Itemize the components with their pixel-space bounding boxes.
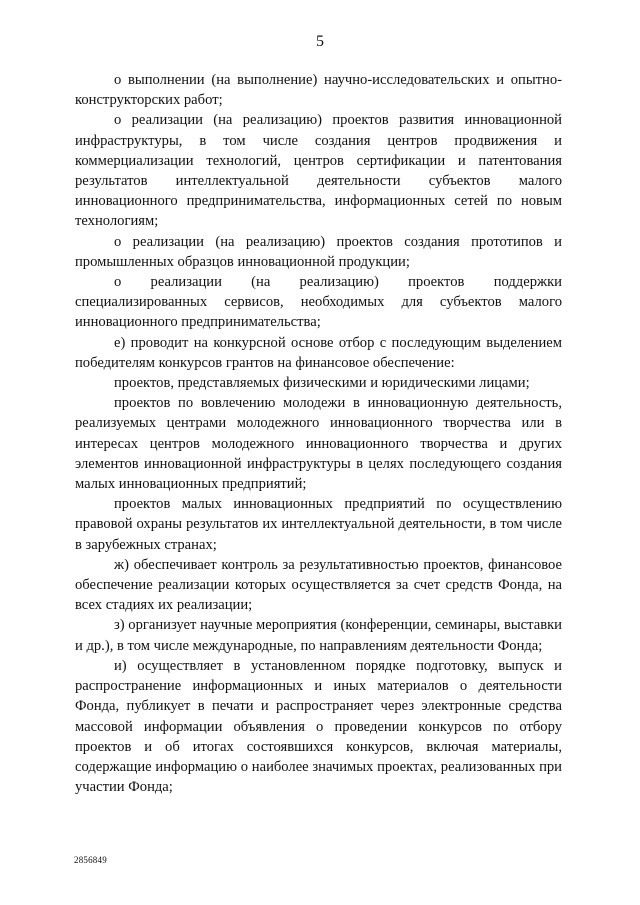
paragraph: е) проводит на конкурсной основе отбор с последующим выделением победителям конкурсов грантов на финансовое обеспечение: <box>75 334 562 371</box>
paragraph: проектов по вовлечению молодежи в инновационную деятельность, реализуемых центрами молодежного инновационного творчества или в интересах центров молодежного инновационного творчества и других элементов инновационной инфраструктуры в целях последующего создания малых инновационных предприятий; <box>75 395 562 493</box>
paragraph: проектов малых инновационных предприятий по осуществлению правовой охраны результатов их интеллектуальной деятельности, в том числе в зарубежных странах; <box>75 496 562 553</box>
paragraph: о выполнении (на выполнение) научно-исследовательских и опытно-конструкторских работ; <box>75 72 562 109</box>
paragraph: ж) обеспечивает контроль за результативностью проектов, финансовое обеспечение реализации которых осуществляется за счет средств Фонда, на всех стадиях их реализации; <box>75 556 562 614</box>
paragraph: и) осуществляет в установленном порядке подготовку, выпуск и распространение информационных и иных материалов о деятельности Фонда, публикует в печати и распространяет через электронные средства массовой информации объявления о проведении конкурсов по отбору проектов и об итогах состоявшихся конкурсов, включая материалы, содержащие информацию о наиболее значимых проектах, реализованных при участии Фонда; <box>75 657 562 796</box>
paragraph: о реализации (на реализацию) проектов развития инновационной инфраструктуры, в том числе создания центров продвижения и коммерциализации технологий, центров сертификации и патентования результатов интеллектуальной деятельности субъектов малого инновационного предпринимательства, информационных сетей по новым технологиям; <box>75 112 562 230</box>
document-code: 2856849 <box>74 855 107 865</box>
paragraph: з) организует научные мероприятия (конференции, семинары, выставки и др.), в том числе международные, по направлениям деятельности Фонда; <box>75 617 562 654</box>
paragraph: о реализации (на реализацию) проектов создания прототипов и промышленных образцов инновационной продукции; <box>75 233 562 270</box>
document-body <box>75 70 562 797</box>
paragraph: о реализации (на реализацию) проектов поддержки специализированных сервисов, необходимых для субъектов малого инновационного предпринимательства; <box>75 274 562 331</box>
page-number: 5 <box>316 33 324 50</box>
paragraph: проектов, представляемых физическими и юридическими лицами; <box>114 375 530 392</box>
